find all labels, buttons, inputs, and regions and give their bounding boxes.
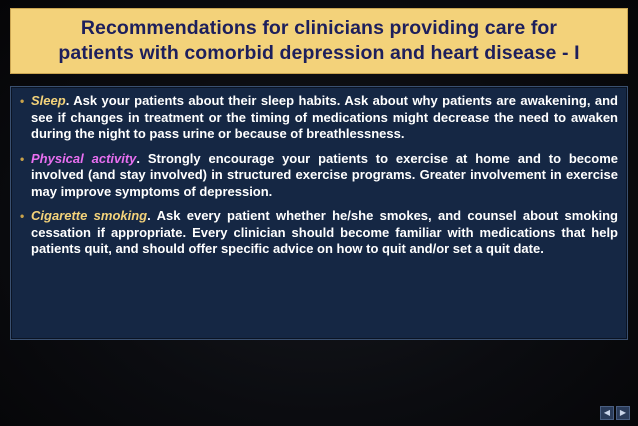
bullet-body: . Ask your patients about their sleep habits. Ask about why patients are awakening, and see if changes in treatment or the timing of medications might decrease the need to awaken during the night to pass urine or because of breathlessness. — [31, 93, 618, 141]
bullet-keyword: Cigarette smoking — [31, 208, 148, 223]
slide-title-line-1: Recommendations for clinicians providing care for — [80, 17, 558, 39]
slide-navigation — [600, 406, 630, 420]
bullet-keyword: Sleep — [31, 93, 66, 108]
bullet-icon: • — [20, 151, 25, 166]
bullet-text — [31, 151, 618, 201]
bullet-text — [31, 93, 618, 143]
bullet-text — [31, 208, 618, 258]
bullet-body: . Strongly encourage your patients to exercise at home and to become involved (and stay involved) in structured exercise programs. Greater involvement in exercise may improve symptoms of depression. — [31, 150, 618, 199]
chevron-left-icon[interactable]: ◀ — [600, 406, 614, 420]
bullet-icon: • — [20, 94, 25, 108]
slide-title-box — [10, 8, 628, 74]
chevron-right-icon[interactable]: ▶ — [616, 406, 630, 420]
bullet-item-cigarette-smoking — [20, 208, 618, 258]
bullet-item-sleep — [20, 93, 618, 143]
bullet-keyword: Physical activity — [31, 150, 137, 166]
bullet-icon: • — [20, 209, 25, 223]
bullet-item-physical-activity — [20, 151, 618, 201]
slide-title-line-2: patients with comorbid depression and heart disease - I — [58, 42, 580, 64]
bullet-body: . Ask every patient whether he/she smokes, and counsel about smoking cessation if appropriate. Every clinician should become familiar with medications that help patients quit, and should offer specific advice on how to quit and/or set a quit date. — [31, 208, 618, 256]
slide-content-box — [10, 86, 628, 340]
